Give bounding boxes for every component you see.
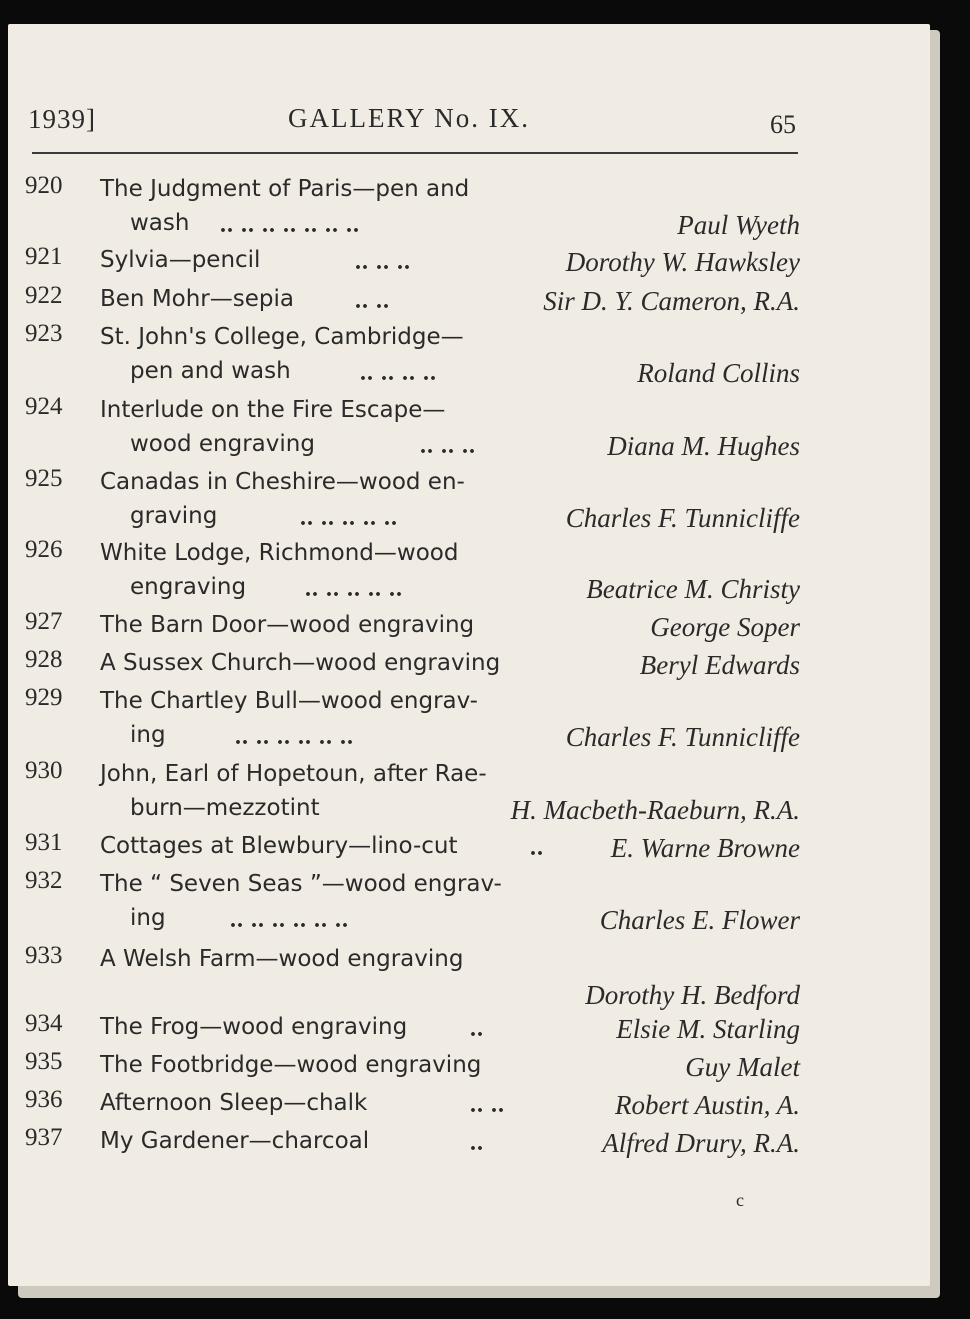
entry-artist: Dorothy W. Hawksley — [565, 247, 800, 277]
entry-title: Canadas in Cheshire—wood en- — [100, 469, 465, 495]
entry-title: A Welsh Farm—wood engraving — [100, 946, 464, 972]
leader-dots: .. — [470, 1016, 484, 1042]
entry-line — [100, 688, 800, 722]
entry-title: wash — [130, 210, 190, 236]
entry-artist: Charles F. Tunnicliffe — [565, 503, 800, 533]
entry-title: The Judgment of Paris—pen and — [100, 176, 470, 202]
entry-title: The Barn Door—wood engraving — [100, 612, 475, 638]
entry-line — [100, 469, 800, 503]
entry-title: Sylvia—pencil — [100, 247, 261, 273]
header-year: 1939] — [28, 104, 96, 134]
leader-dots: .. .. .. .. .. — [305, 576, 403, 602]
entry-number: 922 — [25, 282, 63, 309]
entry-title: A Sussex Church—wood engraving — [100, 650, 501, 676]
entry-line — [100, 833, 800, 867]
entry-title: The Footbridge—wood engraving — [100, 1052, 482, 1078]
entry-line — [130, 980, 800, 1014]
entry-artist: Beryl Edwards — [639, 650, 800, 680]
entry-artist: Beatrice M. Christy — [586, 574, 800, 604]
entry-artist: Charles E. Flower — [599, 905, 800, 935]
entry-number: 923 — [25, 320, 63, 347]
entry-line — [100, 1052, 800, 1086]
entry-artist: Guy Malet — [685, 1052, 800, 1082]
entry-title: burn—mezzotint — [130, 795, 320, 821]
leader-dots: .. .. — [470, 1092, 505, 1118]
entry-artist: Robert Austin, A. — [614, 1090, 800, 1120]
entry-artist: Diana M. Hughes — [607, 431, 800, 461]
entry-number: 935 — [25, 1048, 63, 1075]
leader-dots: .. .. .. .. — [360, 360, 437, 386]
entry-title: The Chartley Bull—wood engrav- — [100, 688, 478, 714]
entry-artist: Alfred Drury, R.A. — [602, 1128, 800, 1158]
entry-title: John, Earl of Hopetoun, after Rae- — [100, 761, 487, 787]
leader-dots: .. .. — [355, 288, 390, 314]
entry-number: 921 — [25, 243, 63, 270]
entry-number: 926 — [25, 536, 63, 563]
entry-number: 929 — [25, 684, 63, 711]
entry-artist: Elsie M. Starling — [616, 1014, 800, 1044]
entry-line — [100, 650, 800, 684]
entry-line — [100, 1014, 800, 1048]
entry-artist: E. Warne Browne — [610, 833, 800, 863]
leader-dots: .. .. .. .. .. .. — [235, 724, 354, 750]
entry-title: graving — [130, 503, 218, 529]
entry-line — [100, 612, 800, 646]
entry-line — [130, 358, 800, 392]
entry-line — [100, 871, 800, 905]
entry-line — [130, 722, 800, 756]
entry-number: 933 — [25, 942, 63, 969]
entry-title: engraving — [130, 574, 247, 600]
page-number: 65 — [770, 110, 796, 139]
entry-line — [100, 946, 800, 980]
entry-title: Afternoon Sleep—chalk — [100, 1090, 368, 1116]
entry-artist: Charles F. Tunnicliffe — [565, 722, 800, 752]
entry-title: Interlude on the Fire Escape— — [100, 397, 446, 423]
entry-line — [130, 905, 800, 939]
entry-line — [100, 540, 800, 574]
entry-number: 937 — [25, 1124, 63, 1151]
entry-artist: Roland Collins — [637, 358, 800, 388]
entry-line — [100, 286, 800, 320]
leader-dots: .. .. .. .. .. .. — [230, 907, 349, 933]
entry-number: 925 — [25, 465, 63, 492]
entry-line — [100, 397, 800, 431]
leader-dots: .. .. .. — [420, 433, 476, 459]
entry-line — [130, 431, 800, 465]
entry-line — [100, 247, 800, 281]
entry-title: pen and wash — [130, 358, 291, 384]
entry-number: 927 — [25, 608, 63, 635]
entry-title: The “ Seven Seas ”—wood engrav- — [100, 871, 502, 897]
entry-title: ing — [130, 722, 166, 748]
leader-dots: .. — [470, 1130, 484, 1156]
entry-number: 932 — [25, 867, 63, 894]
entry-number: 930 — [25, 757, 63, 784]
entry-line — [100, 1128, 800, 1162]
entry-line — [100, 761, 800, 795]
entry-title: wood engraving — [130, 431, 315, 457]
entry-line — [100, 324, 800, 358]
entry-line — [100, 176, 800, 210]
entry-title: My Gardener—charcoal — [100, 1128, 370, 1154]
entry-number: 924 — [25, 393, 63, 420]
entry-artist: H. Macbeth-Raeburn, R.A. — [510, 795, 800, 825]
entry-number: 936 — [25, 1086, 63, 1113]
entry-title: ing — [130, 905, 166, 931]
entry-artist: Dorothy H. Bedford — [585, 980, 800, 1010]
entry-artist: Paul Wyeth — [677, 210, 800, 240]
entry-number: 920 — [25, 172, 63, 199]
entry-title: St. John's College, Cambridge— — [100, 324, 464, 350]
entry-artist: George Soper — [650, 612, 800, 642]
header-title: GALLERY No. IX. — [288, 103, 530, 133]
leader-dots: .. .. .. .. .. — [300, 505, 398, 531]
entry-number: 928 — [25, 646, 63, 673]
entry-line — [100, 1090, 800, 1124]
signature-mark: c — [736, 1190, 744, 1210]
entry-artist: Sir D. Y. Cameron, R.A. — [543, 286, 800, 316]
leader-dots: .. .. .. .. .. .. .. — [220, 212, 360, 238]
entry-line — [130, 210, 800, 244]
entry-title: Cottages at Blewbury—lino-cut — [100, 833, 458, 859]
entry-line — [130, 503, 800, 537]
entry-number: 931 — [25, 829, 63, 856]
leader-dots: .. .. .. — [355, 249, 411, 275]
leader-dots: .. — [530, 835, 544, 861]
entry-title: White Lodge, Richmond—wood — [100, 540, 459, 566]
entry-title: The Frog—wood engraving — [100, 1014, 408, 1040]
entry-line — [130, 795, 800, 829]
entry-line — [130, 574, 800, 608]
catalogue-page — [8, 24, 930, 1286]
entry-title: Ben Mohr—sepia — [100, 286, 294, 312]
catalogue-entries — [8, 24, 930, 1286]
entry-number: 934 — [25, 1010, 63, 1037]
